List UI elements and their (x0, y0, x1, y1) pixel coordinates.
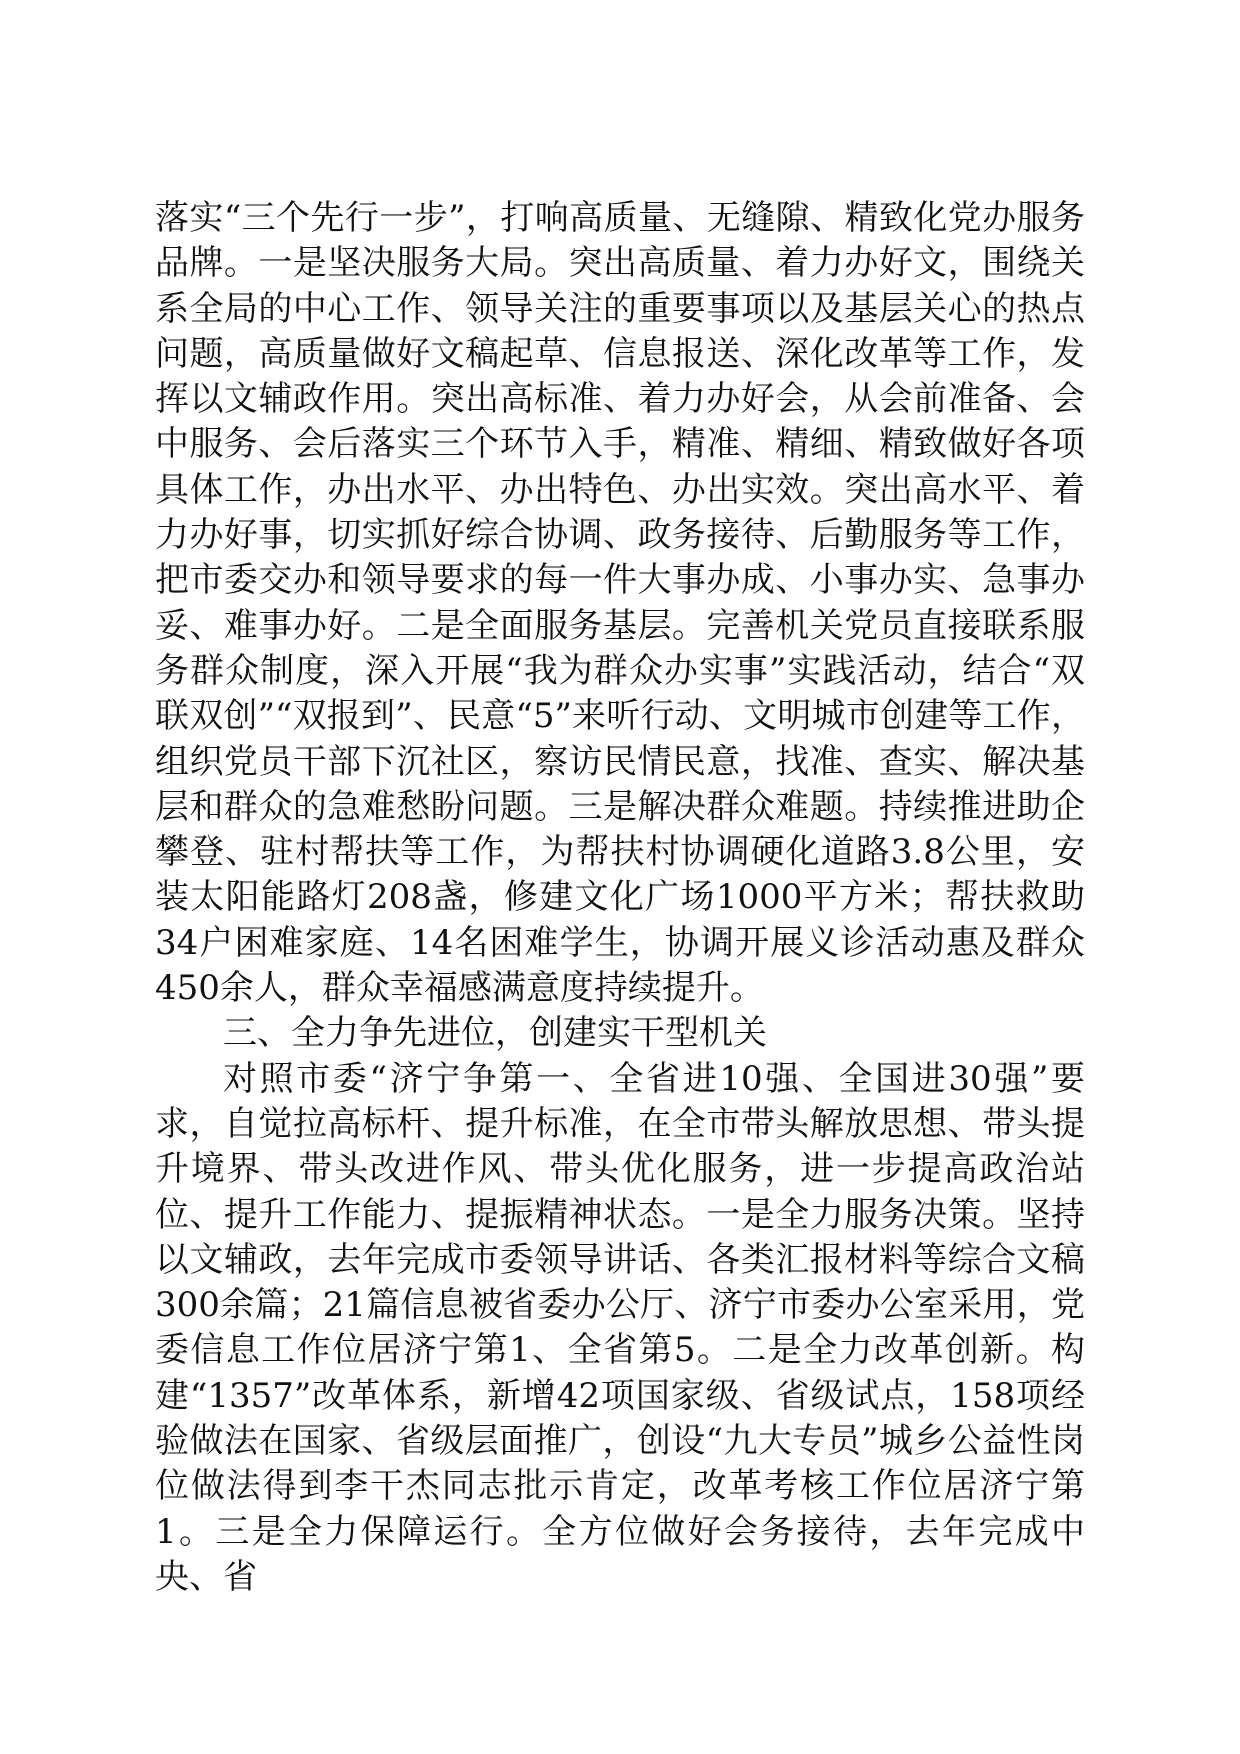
document-body (155, 196, 1085, 1600)
paragraph-body: 对照市委“济宁争第一、全省进10强、全国进30强”要求，自觉拉高标杆、提升标准，在全市带头解放思想、带头提升境界、带头改进作风、带头优化服务，进一步提高政治站位、提升工作能力、提振精神状态。一是全力服务决策。坚持以文辅政，去年完成市委领导讲话、各类汇报材料等综合文稿300余篇；21篇信息被省委办公厅、济宁市委办公室采用，党委信息工作位居济宁第1、全省第5。二是全力改革创新。构建“1357”改革体系，新增42项国家级、省级试点，158项经验做法在国家、省级层面推广，创设“九大专员”城乡公益性岗位做法得到李干杰同志批示肯定，改革考核工作位居济宁第1。三是全力保障运行。全方位做好会务接待，去年完成中央、省 (155, 1058, 1085, 1597)
section-heading: 三、全力争先进位，创建实干型机关 (223, 1013, 767, 1054)
paragraph-continuation: 落实“三个先行一步”，打响高质量、无缝隙、精致化党办服务品牌。一是坚决服务大局。突出高质量、着力办好文，围绕关系全局的中心工作、领导关注的重要事项以及基层关心的热点问题，高质量做好文稿起草、信息报送、深化改革等工作，发挥以文辅政作用。突出高标准、着力办好会，从会前准备、会中服务、会后落实三个环节入手，精准、精细、精致做好各项具体工作，办出水平、办出特色、办出实效。突出高水平、着力办好事，切实抓好综合协调、政务接待、后勤服务等工作，把市委交办和领导要求的每一件大事办成、小事办实、急事办妥、难事办好。二是全面服务基层。完善机关党员直接联系服务群众制度，深入开展“我为群众办实事”实践活动，结合“双联双创”“双报到”、民意“5”来听行动、文明城市创建等工作，组织党员干部下沉社区，察访民情民意，找准、查实、解决基层和群众的急难愁盼问题。三是解决群众难题。持续推进助企攀登、驻村帮扶等工作，为帮扶村协调硬化道路3.8公里，安装太阳能路灯208盏，修建文化广场1000平方米；帮扶救助34户困难家庭、14名困难学生，协调开展义诊活动惠及群众450余人，群众幸福感满意度持续提升。 (155, 198, 1085, 1009)
